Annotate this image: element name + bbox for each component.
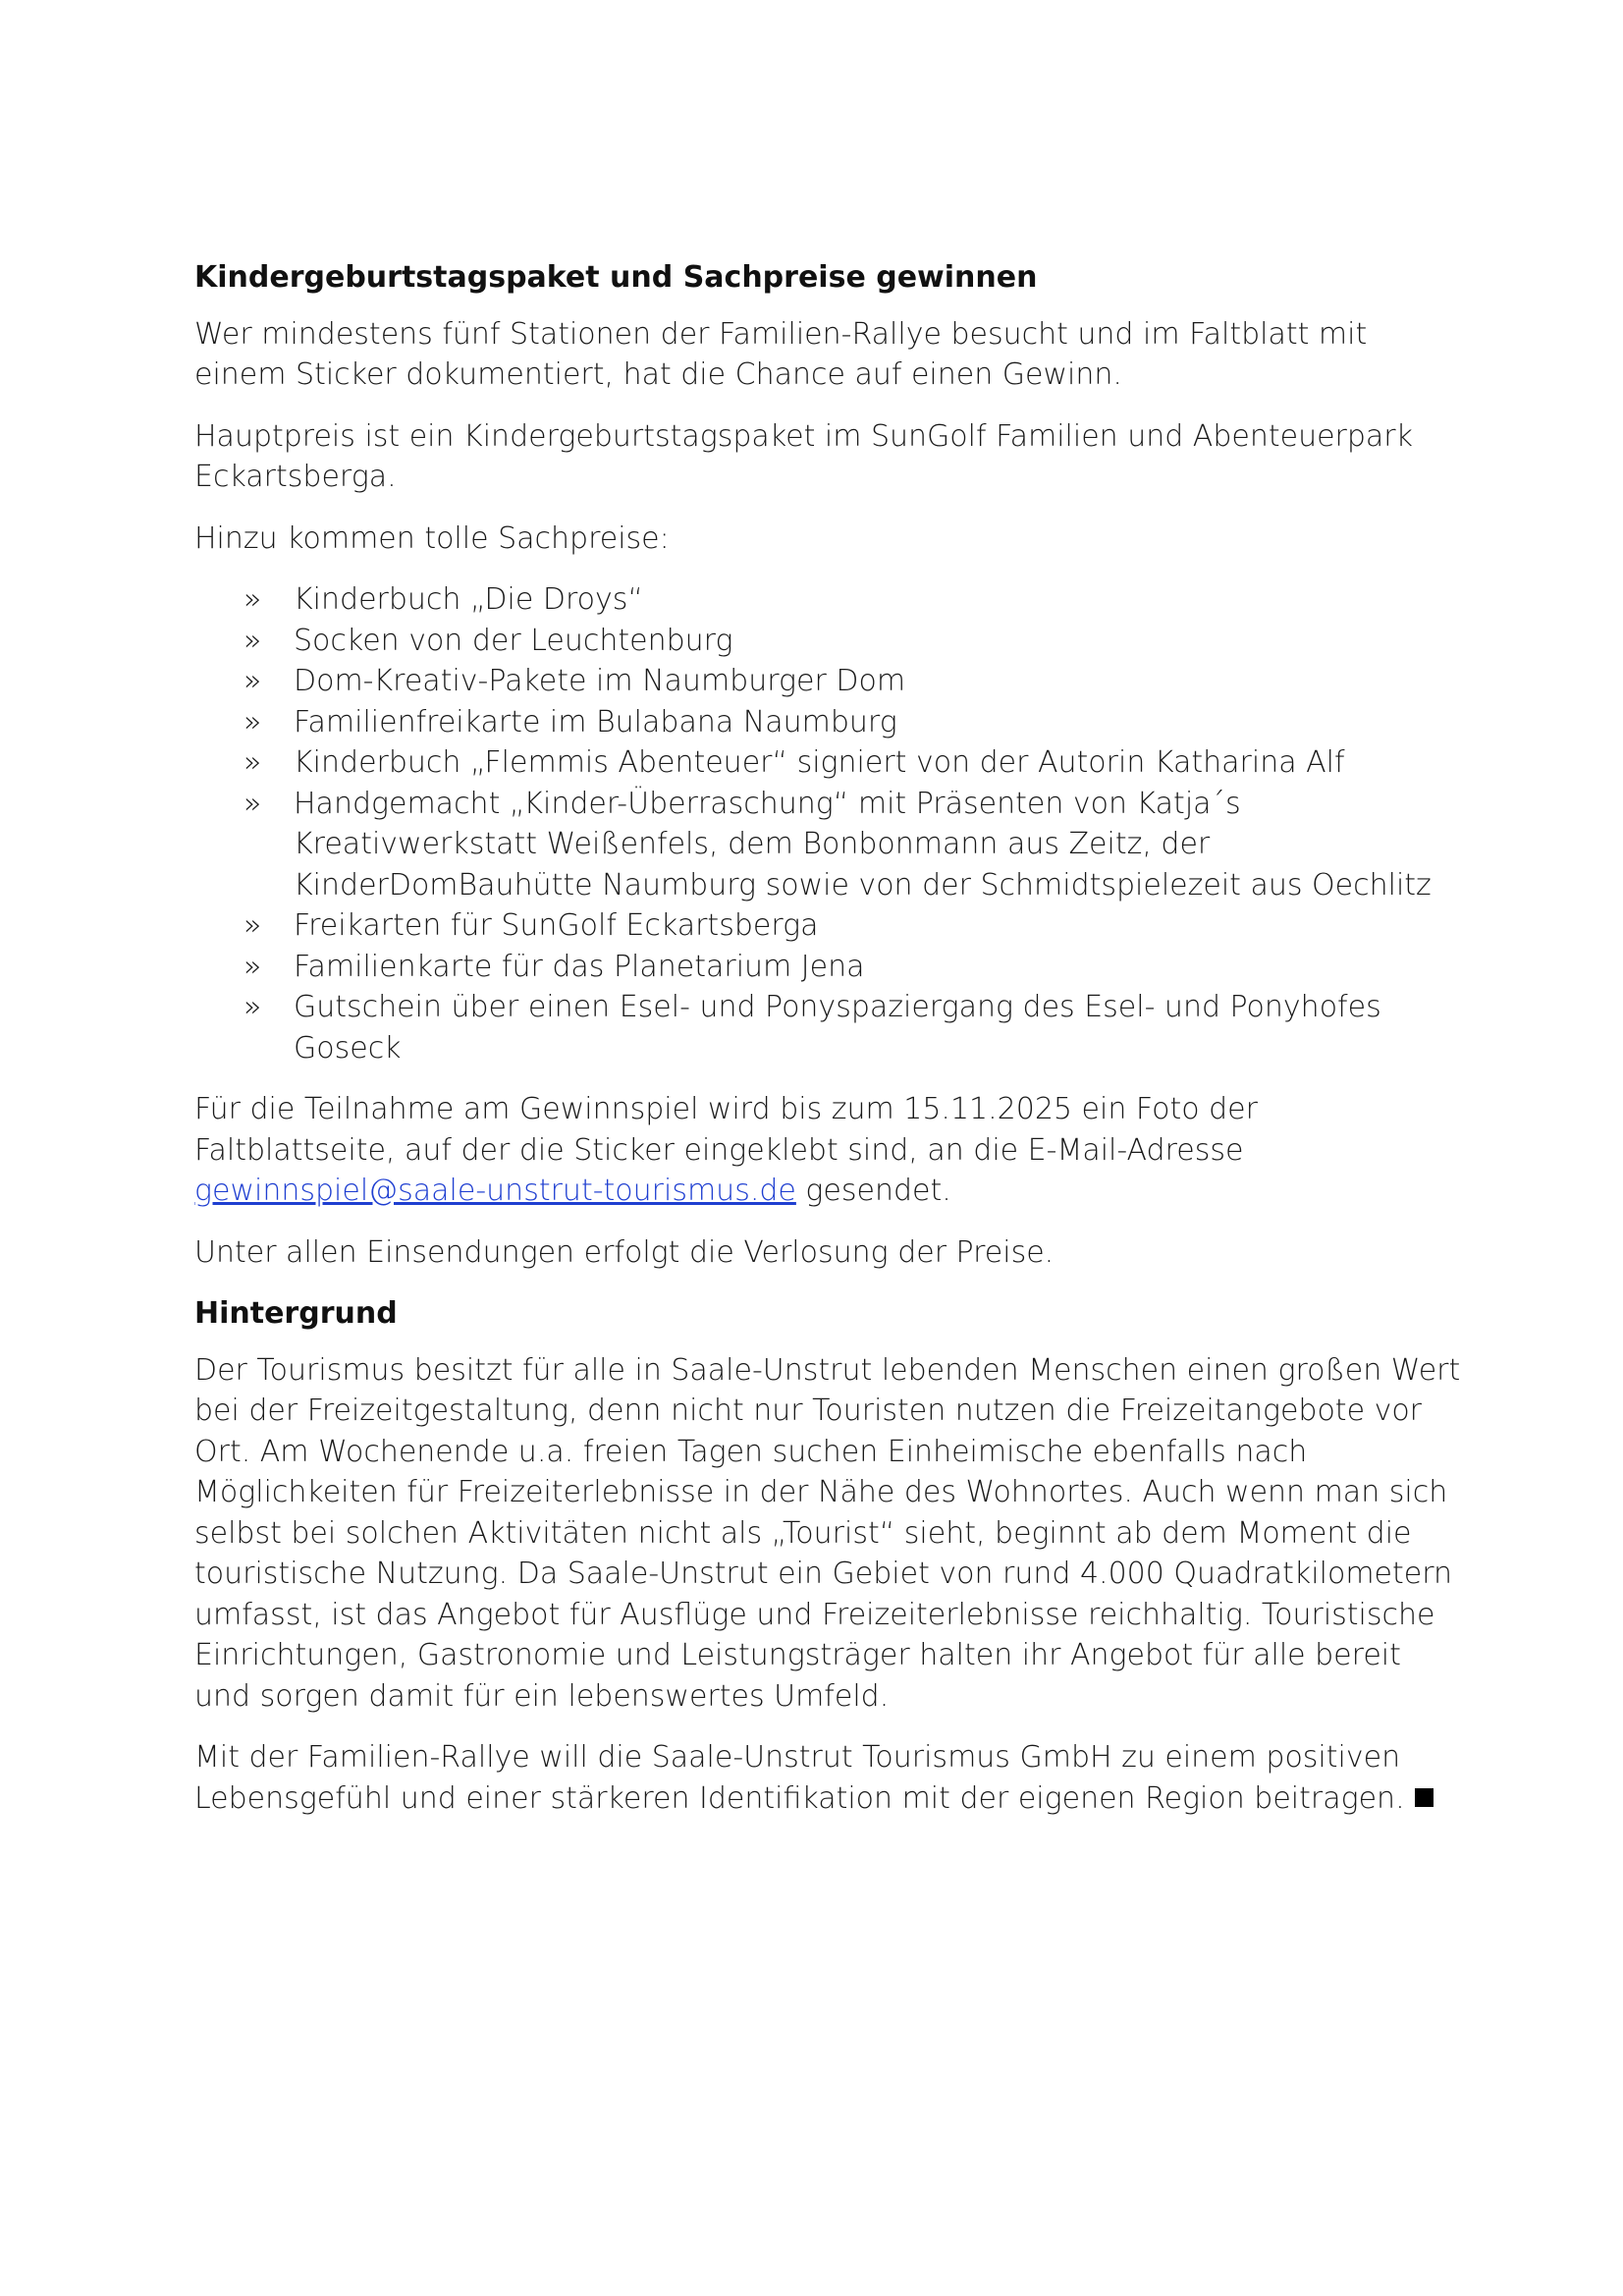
list-item xyxy=(194,621,1461,662)
list-item xyxy=(194,661,1461,702)
background-paragraph: Der Tourismus besitzt für alle in Saale-Unstrut lebenden Menschen einen großen Wert bei der Freizeitgestaltung, denn nicht nur Touristen nutzen die Freizeitangebote vor Ort. Am Wochenende u.a. freien Tagen suchen Einheimische ebenfalls nach Möglichkeiten für Freizeiterlebnisse in der Nähe des Wohnortes. Auch wenn man sich selbst bei solchen Aktivitäten nicht als „Tourist“ sieht, beginnt ab dem Moment die touristische Nutzung. Da Saale-Unstrut ein Gebiet von rund 4.000 Quadratkilometern umfasst, ist das Angebot für Ausflüge und Freizeiterlebnisse reichhaltig. Touristische Einrichtungen, Gastronomie und Leistungsträger halten ihr Angebot für alle bereit und sorgen damit für ein lebenswertes Umfeld. xyxy=(194,1352,1461,1714)
participation-text: Für die Teilnahme am Gewinnspiel wird bis zum 15.11.2025 ein Foto der Faltblattseite, auf der die Sticker eingeklebt sind, an die E-Mail-Adresse xyxy=(194,1092,1258,1168)
document-body xyxy=(194,257,1461,1839)
section-heading-background: Hintergrund xyxy=(194,1296,398,1331)
prize-text: Socken von der Leuchtenburg xyxy=(294,623,733,658)
email-link[interactable]: gewinnspiel@saale-unstrut-tourismus.de xyxy=(194,1174,796,1208)
list-item xyxy=(194,742,1461,784)
bullet-icon: » xyxy=(243,664,262,698)
intro-paragraph: Wer mindestens fünf Stationen der Familien-Rallye besucht und im Faltblatt mit einem Sticker dokumentiert, hat die Chance auf einen Gewinn. xyxy=(194,316,1368,392)
bullet-icon: » xyxy=(243,908,262,943)
main-prize-paragraph: Hauptpreis ist ein Kindergeburtstagspaket im SunGolf Familien und Abenteuerpark Eckartsberga. xyxy=(194,418,1414,494)
prize-text: Gutschein über einen Esel- und Ponyspaziergang des Esel- und Ponyhofes Goseck xyxy=(294,990,1381,1066)
list-item xyxy=(194,905,1461,947)
bullet-icon: » xyxy=(243,704,262,739)
prize-text: Kinderbuch „Die Droys“ xyxy=(294,582,643,617)
bullet-icon: » xyxy=(243,949,262,984)
participation-paragraph xyxy=(194,1089,1461,1212)
list-item xyxy=(194,784,1461,906)
bullet-icon: » xyxy=(243,786,262,821)
prize-text: Dom-Kreativ-Pakete im Naumburger Dom xyxy=(294,664,906,698)
prize-text: Freikarten für SunGolf Eckartsberga xyxy=(294,908,819,943)
closing-paragraph xyxy=(194,1737,1461,1819)
section-heading-prizes: Kindergeburtstagspaket und Sachpreise gewinnen xyxy=(194,260,1038,295)
list-item xyxy=(194,947,1461,988)
bullet-icon: » xyxy=(243,623,262,658)
end-mark-icon xyxy=(1415,1788,1434,1807)
prize-list xyxy=(194,579,1461,1068)
draw-paragraph: Unter allen Einsendungen erfolgt die Verlosung der Preise. xyxy=(194,1234,1055,1270)
bullet-icon: » xyxy=(243,582,262,617)
bullet-icon: » xyxy=(243,990,262,1024)
closing-text: Mit der Familien-Rallye will die Saale-Unstrut Tourismus GmbH zu einem positiven Lebensgefühl und einer stärkeren Identifikation mit der eigenen Region beitragen. xyxy=(194,1740,1405,1816)
prize-text: Handgemacht „Kinder-Überraschung“ mit Präsenten von Katja´s Kreativwerkstatt Weißenfels, dem Bonbonmann aus Zeitz, der KinderDomBauhütte Naumburg sowie von der Schmidtspielezeit aus Oechlitz xyxy=(294,786,1432,902)
prize-text: Familienfreikarte im Bulabana Naumburg xyxy=(294,704,897,739)
participation-text-end: gesendet. xyxy=(795,1174,951,1208)
list-item xyxy=(194,702,1461,743)
prize-text: Familienkarte für das Planetarium Jena xyxy=(294,949,865,984)
prize-text: Kinderbuch „Flemmis Abenteuer“ signiert von der Autorin Katharina Alf xyxy=(294,745,1345,780)
bullet-icon: » xyxy=(243,745,262,780)
list-item xyxy=(194,579,1461,621)
additional-prizes-paragraph: Hinzu kommen tolle Sachpreise: xyxy=(194,520,670,556)
list-item xyxy=(194,987,1461,1068)
